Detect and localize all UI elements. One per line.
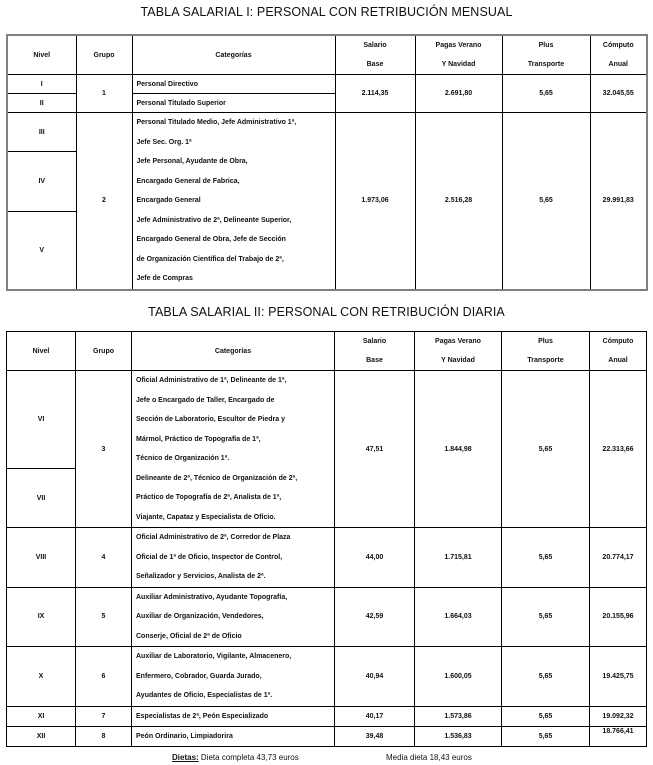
nivel-cell: IV <box>7 152 76 211</box>
grupo-cell: 4 <box>76 528 132 588</box>
nivel-cell: II <box>7 94 76 113</box>
header-salario-line2: Base <box>366 357 383 364</box>
pagas-cell: 1.536,83 <box>415 726 502 746</box>
header-computo-line2: Anual <box>608 357 628 364</box>
plus-cell: 5,65 <box>502 371 590 528</box>
categoria-line: Jefe Administrativo de 2ª, Delineante Superior, <box>136 216 292 224</box>
nivel-cell: VIII <box>7 528 76 588</box>
salario-cell: 40,17 <box>335 706 415 726</box>
salario-cell: 39,48 <box>335 726 415 746</box>
table-row <box>7 647 647 707</box>
header-computo-line1: Cómputo <box>602 42 634 49</box>
header-pagas <box>415 332 502 371</box>
table-row <box>7 528 647 588</box>
computo-cell: 22.313,66 <box>590 371 647 528</box>
categoria-line: Oficial de 1ª de Oficio, Inspector de Control, <box>136 553 283 561</box>
dietas-footer <box>172 753 299 762</box>
header-nivel: Nivel <box>7 35 76 75</box>
table-row <box>7 75 647 94</box>
grupo-cell: 1 <box>76 75 132 113</box>
categoria-cell: Peón Ordinario, Limpiadorira <box>132 726 335 746</box>
categoria-line: Oficial Administrativo de 1ª, Delineante de 1ª, <box>136 377 287 384</box>
categoria-cell <box>132 371 335 528</box>
grupo-cell: 7 <box>76 706 132 726</box>
header-plus <box>502 35 590 75</box>
plus-cell: 5,65 <box>502 113 590 290</box>
categoria-line: Señalizador y Servicios, Analista de 2ª. <box>136 573 266 580</box>
table-header-row <box>7 332 647 371</box>
nivel-cell: I <box>7 75 76 94</box>
header-salario <box>335 332 415 371</box>
plus-cell: 5,65 <box>502 706 590 726</box>
categoria-line: Auxiliar Administrativo, Ayudante Topografía, <box>136 593 288 601</box>
categoria-line: Auxiliar de Organización, Vendedores, <box>136 613 264 620</box>
table-row <box>7 113 647 152</box>
header-pagas-line1: Pagas Verano <box>435 338 481 345</box>
header-salario <box>335 35 415 75</box>
header-plus-line2: Transporte <box>527 61 565 68</box>
header-pagas-line1: Pagas Verano <box>435 42 482 49</box>
nivel-cell: VI <box>7 371 76 469</box>
pagas-cell: 2.691,80 <box>415 75 502 113</box>
categoria-line: Jefe de Compras <box>136 275 193 282</box>
categoria-cell: Personal Titulado Superior <box>132 94 335 113</box>
categoria-line: Encargado General <box>136 197 201 204</box>
header-plus-line2: Transporte <box>527 357 564 364</box>
grupo-cell: 5 <box>76 587 132 647</box>
categoria-cell <box>132 113 335 290</box>
header-plus-line1: Plus <box>538 338 553 345</box>
nivel-cell: VII <box>7 469 76 528</box>
categoria-cell <box>132 528 335 588</box>
salario-cell: 47,51 <box>335 371 415 528</box>
header-computo-line2: Anual <box>608 61 628 68</box>
categoria-line: Jefe o Encargado de Taller, Encargado de <box>136 396 275 404</box>
nivel-cell: V <box>7 211 76 289</box>
table-header-row <box>7 35 647 75</box>
plus-cell: 5,65 <box>502 726 590 746</box>
pagas-cell: 1.844,98 <box>415 371 502 528</box>
plus-cell: 5,65 <box>502 587 590 647</box>
categoria-line: Práctico de Topografía de 2ª, Analista de 1ª, <box>136 494 282 501</box>
grupo-cell: 8 <box>76 726 132 746</box>
plus-cell: 5,65 <box>502 647 590 707</box>
salario-cell: 40,94 <box>335 647 415 707</box>
header-salario-line1: Salario <box>363 42 387 49</box>
table-row <box>7 706 647 726</box>
computo-cell: 32.045,55 <box>590 75 647 113</box>
categoria-line: Encargado General de Obra, Jefe de Sección <box>136 236 286 243</box>
nivel-cell: IX <box>7 587 76 647</box>
nivel-cell: X <box>7 647 76 707</box>
salario-cell: 44,00 <box>335 528 415 588</box>
computo-cell: 20.155,96 <box>590 587 647 647</box>
computo-cell: 20.774,17 <box>590 528 647 588</box>
nivel-cell: III <box>7 113 76 152</box>
categoria-line: Personal Titulado Medio, Jefe Administrativo 1ª, <box>136 119 297 126</box>
table2-title: TABLA SALARIAL II: PERSONAL CON RETRIBUCIÓN DIARIA <box>148 305 505 319</box>
header-computo <box>590 35 647 75</box>
table-row <box>7 726 647 746</box>
header-grupo: Grupo <box>76 332 132 371</box>
pagas-cell: 1.573,86 <box>415 706 502 726</box>
categoria-line: Auxiliar de Laboratorio, Vigilante, Almacenero, <box>136 653 292 660</box>
grupo-cell: 6 <box>76 647 132 707</box>
categoria-line: Delineante de 2ª, Técnico de Organización de 2ª, <box>136 474 298 482</box>
categoria-cell <box>132 587 335 647</box>
categoria-line: Ayudantes de Oficio, Especialistas de 1ª. <box>136 692 273 699</box>
categoria-line: Viajante, Capataz y Especialista de Oficio. <box>136 513 276 521</box>
header-computo <box>590 332 647 371</box>
pagas-cell: 1.664,03 <box>415 587 502 647</box>
table-row <box>7 587 647 647</box>
salario-cell: 2.114,35 <box>335 75 415 113</box>
header-plus-line1: Plus <box>538 42 554 49</box>
computo-cell: 18.766,41 <box>590 726 647 746</box>
header-salario-line2: Base <box>366 61 384 68</box>
pagas-cell: 2.516,28 <box>415 113 502 290</box>
salary-table-daily <box>6 331 647 747</box>
header-pagas-line2: Y Navidad <box>441 61 476 68</box>
categoria-line: Conserje, Oficial de 2ª de Oficio <box>136 632 242 640</box>
grupo-cell: 2 <box>76 113 132 290</box>
pagas-cell: 1.600,05 <box>415 647 502 707</box>
computo-cell: 29.991,83 <box>590 113 647 290</box>
salario-cell: 42,59 <box>335 587 415 647</box>
dieta-completa: Dieta completa 43,73 euros <box>200 753 299 762</box>
categoria-line: Enfermero, Cobrador, Guarda Jurado, <box>136 672 262 680</box>
header-computo-line1: Cómputo <box>602 338 634 345</box>
header-nivel: Nivel <box>7 332 76 371</box>
categoria-cell: Especialistas de 2ª, Peón Especializado <box>132 706 335 726</box>
header-categorias: Categorías <box>132 332 335 371</box>
plus-cell: 5,65 <box>502 75 590 113</box>
nivel-cell: XI <box>7 706 76 726</box>
salario-cell: 1.973,06 <box>335 113 415 290</box>
media-dieta: Media dieta 18,43 euros <box>386 753 472 762</box>
categoria-line: de Organización Científica del Trabajo de 2ª, <box>136 255 284 263</box>
categoria-line: Oficial Administrativo de 2ª, Corredor de Plaza <box>136 534 291 541</box>
categoria-line: Jefe Personal, Ayudante de Obra, <box>136 158 248 165</box>
categoria-cell: Personal Directivo <box>132 75 335 94</box>
categoria-cell <box>132 647 335 707</box>
grupo-cell: 3 <box>76 371 132 528</box>
categoria-line: Sección de Laboratorio, Escultor de Piedra y <box>136 416 285 423</box>
header-pagas <box>415 35 502 75</box>
header-plus <box>502 332 590 371</box>
plus-cell: 5,65 <box>502 528 590 588</box>
categoria-line: Técnico de Organización 1ª. <box>136 455 230 462</box>
salary-table-monthly <box>6 34 648 291</box>
categoria-line: Mármol, Práctico de Topografía de 1ª, <box>136 435 261 443</box>
header-grupo: Grupo <box>76 35 132 75</box>
nivel-cell: XII <box>7 726 76 746</box>
table-row <box>7 371 647 469</box>
categoria-line: Jefe Sec. Org. 1ª <box>136 138 192 146</box>
pagas-cell: 1.715,81 <box>415 528 502 588</box>
computo-cell: 19.092,32 <box>590 706 647 726</box>
header-salario-line1: Salario <box>362 338 387 345</box>
header-pagas-line2: Y Navidad <box>441 357 475 364</box>
header-categorias: Categorías <box>132 35 335 75</box>
computo-cell: 19.425,75 <box>590 647 647 707</box>
dietas-label: Dietas: <box>172 753 199 762</box>
categoria-line: Encargado General de Fabrica, <box>136 177 240 185</box>
table1-title: TABLA SALARIAL I: PERSONAL CON RETRIBUCIÓN MENSUAL <box>140 5 513 19</box>
